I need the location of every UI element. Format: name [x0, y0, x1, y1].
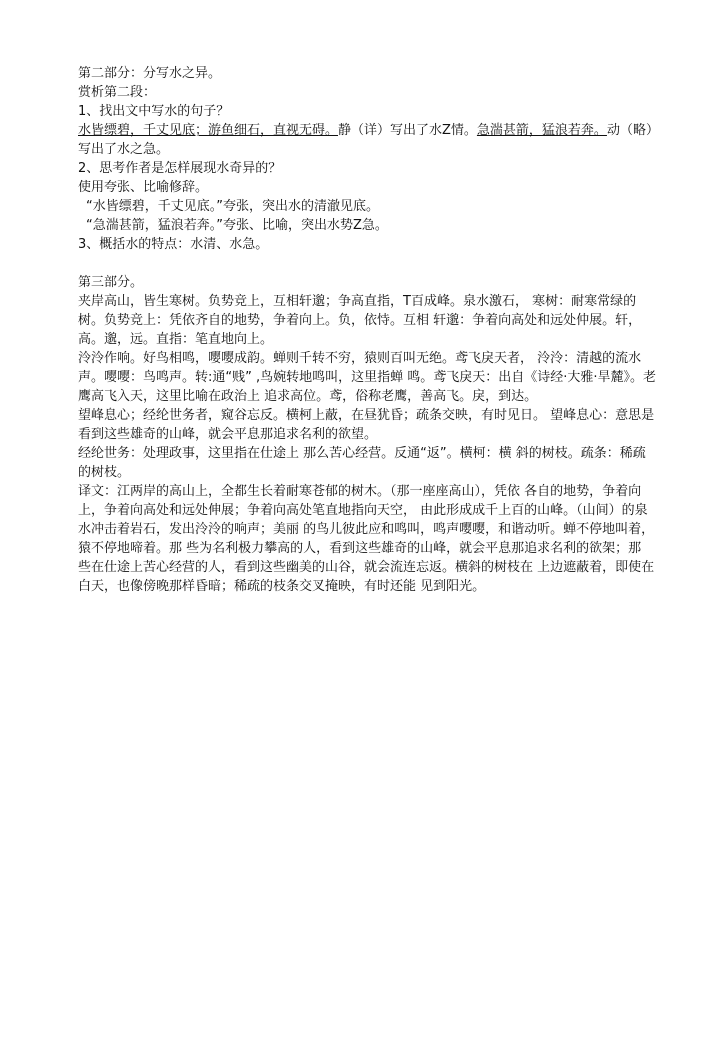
- part3-translation: 译文：江两岸的高山上，全都生长着耐寒苍郁的树木。（那一座座高山），凭依 各自的地势，争着向上，争着向高处和远处伸展；争着向高处笔直地指向天空， 由此形成成千上百的山峰。（山间）的泉水冲击着岩石，发出泠泠的响声；美丽 的鸟儿彼此应和鸣叫，鸣声嘤嘤，和谐动听。蝉不停地叫着，猿不停地啼着。那 些为名利极力攀高的人，看到这些雄奇的山峰，就会平息那追求名利的欲架；那 些在仕途上苦心经营的人，看到这些幽美的山谷，就会流连忘返。横斜的树枝在 上边遮蔽着，即使在白天，也像傍晚那样昏暗；稀疏的枝条交叉掩映，有时还能 见到阳光。: [78, 484, 655, 594]
- spacer: [78, 254, 658, 273]
- question-2-point-1: “水皆缥碧，千丈见底。”夸张，突出水的清澈见底。: [86, 199, 379, 214]
- question-1: 1、找出文中写水的句子？: [78, 104, 230, 119]
- part3-paragraph-1: 夹岸高山，皆生寒树。负势竞上，互相轩邈；争高直指，T百成峰。泉水激石， 寒树：耐寒常绿的树。负势竞上：凭依齐自的地势，争着向上。负，依恃。互相 轩邈：争着向高处和远处仲展。轩，高。邈，远。直指：笔直地向上。: [78, 294, 642, 347]
- answer-comment-1: 静（详）写出了水Z情。: [338, 123, 477, 138]
- question-3: 3、概括水的特点：水清、水急。: [78, 237, 269, 252]
- part3-paragraph-2: 泠泠作响。好鸟相鸣，嘤嘤成韵。蝉则千转不穷，猿则百叫无绝。鸢飞戾天者， 泠泠：清越的流水声。嘤嘤：鸟鸣声。转:通“贱” ,鸟婉转地鸣叫，这里指蝉 鸣。鸢飞戾天：出自《诗经·大雅·旱麓》。老鹰高飞入天，这里比喻在政治上 追求高位。鸢，俗称老鹰，善高飞。戾，到达。: [78, 351, 657, 404]
- answer-quote-1: 水皆缥碧，千丈见底；游鱼细石，直视无碍。: [78, 123, 339, 138]
- part2-heading: 第二部分：分写水之异。: [78, 66, 222, 81]
- question-2-answer: 使用夸张、比喻修辞。: [78, 180, 209, 195]
- question-1-answer: [78, 121, 658, 159]
- part2-subheading: 赏析第二段：: [78, 85, 157, 100]
- part3-heading: 第三部分。: [78, 275, 144, 290]
- answer-quote-2: 急湍甚箭，猛浪若奔。: [476, 123, 607, 138]
- answer-comment-2: 动（略）写出了水之急。: [78, 123, 653, 157]
- part3-paragraph-4: 经纶世务：处理政事，这里指在仕途上 那么苦心经营。反通“返”。横柯：横 斜的树枝。疏条：稀疏的树枝。: [78, 446, 646, 480]
- question-2: 2、思考作者是怎样展现水奇异的？: [78, 161, 282, 176]
- question-2-point-2: “急湍甚箭，猛浪若奔。”夸张、比喻，突出水势Z急。: [86, 218, 388, 233]
- part3-paragraph-3: 望峰息心；经纶世务者，窥谷忘反。横柯上蔽，在昼犹昏；疏条交映，有时见日。 望峰息心：意思是看到这些雄奇的山峰，就会平息那追求名利的欲望。: [78, 408, 655, 442]
- document-page: [78, 64, 658, 596]
